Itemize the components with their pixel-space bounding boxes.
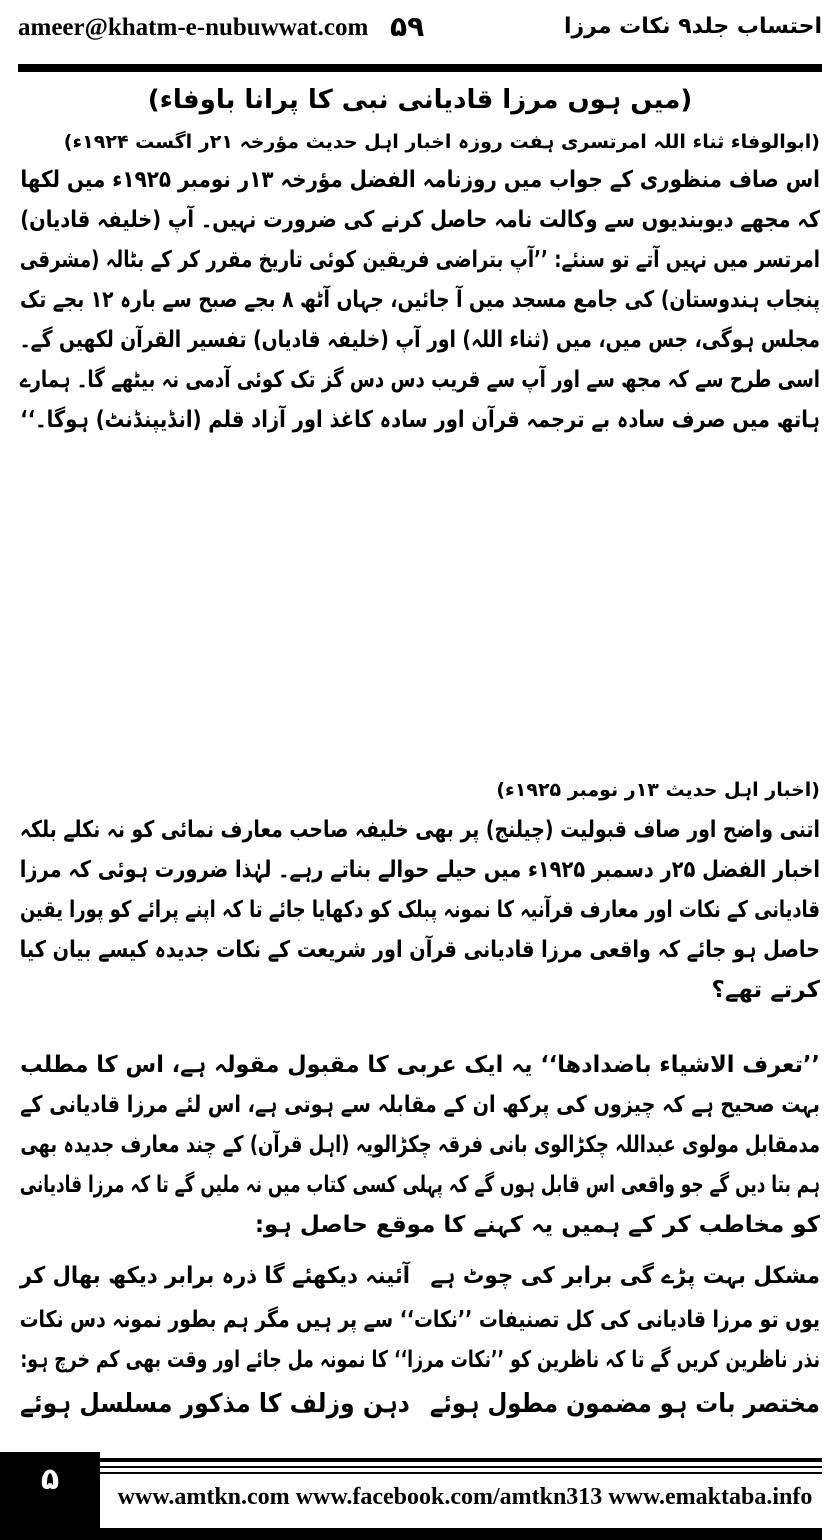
text-line: اتنی واضح اور صاف قبولیت (چیلنج) پر بھی خلیفہ صاحب معارف نمائی کو نہ نکلے بلکہ — [19, 817, 820, 843]
text-line: نذر ناظرین کریں گے تا کہ ناظرین کو ’’نکات مرزا‘‘ کا نمونہ مل جائے اور وقت بھی کم خرچ ہو: — [20, 1347, 820, 1373]
couplet-line: آئینہ دیکھئے گا ذرہ برابر دیکھ بھال کر — [19, 1263, 410, 1289]
text-line: کرتے تھے؟ — [711, 977, 820, 1003]
header-email: ameer@khatm-e-nubuwwat.com — [18, 14, 369, 41]
couplet-line: دہن وزلف کا مذکور مسلسل ہوئے — [20, 1389, 410, 1419]
couplet-line: مختصر بات ہو مضمون مطول ہوئے — [429, 1389, 820, 1419]
header-rule — [18, 64, 822, 72]
footer-rule — [100, 1466, 822, 1468]
text-line: اخبار الفضل ۲۵ر دسمبر ۱۹۲۵ء میں حیلے حوالے بناتے رہے۔ لہٰذا ضرورت ہوئی کہ مرزا — [19, 857, 820, 883]
text-line: اس صاف منظوری کے جواب میں روزنامہ الفضل مؤرخہ ۱۳ر نومبر ۱۹۲۵ء میں لکھا — [20, 167, 820, 193]
text-line: امرتسر میں نہیں آتے تو سنئے: ’’آپ بتراضی فریقین کوئی تاریخ مقرر کر کے بٹالہ (مشرقی — [19, 247, 821, 273]
text-line: اسی طرح سے کہ مجھ سے اور آپ سے قریب دس دس گز تک کوئی آدمی نہ بیٹھے گا۔ ہمارے — [19, 367, 820, 393]
text-line: یوں تو مرزا قادیانی کی کل تصنیفات ’’نکات‘‘ سے پر ہیں مگر ہم بطور نمونہ دس نکات — [19, 1307, 821, 1333]
text-line: ہم بتا دیں گے جو واقعی اس قابل ہوں گے کہ پہلی کسی کتاب میں نہ ملیں گے تا کہ مرزا قادیانی — [19, 1172, 820, 1198]
header-book-title: احتساب جلد۹ نکات مرزا — [563, 14, 822, 39]
couplet — [20, 1258, 820, 1296]
footer-rule — [100, 1458, 822, 1462]
footer-page-number: ۵ — [0, 1452, 100, 1540]
text-line: مجلس ہوگی، جس میں، میں (ثناء اللہ) اور آپ (خلیفہ قادیاں) تفسیر القرآن لکھیں گے۔ — [19, 327, 821, 353]
text-line: مدمقابل مولوی عبداللہ چکڑالوی بانی فرقہ چکڑالویہ (اہل قرآن) کے چند معارف جدیدہ بھی — [20, 1132, 821, 1158]
source-citation: (ابوالوفاء ثناء اللہ امرتسری ہفت روزہ اخبار اہل حدیث مؤرخہ ۲۱ر اگست ۱۹۲۴ء) — [63, 131, 820, 153]
text-line: حاصل ہو جائے کہ واقعی مرزا قادیانی قرآن اور شریعت کے نکات جدیدہ کیسے بیان کیا — [19, 937, 821, 963]
source-citation: (اخبار اہل حدیث ۱۳ر نومبر ۱۹۲۵ء) — [496, 779, 820, 801]
header-page-number: ۵۹ — [390, 10, 425, 43]
footer-links: www.amtkn.com www.facebook.com/amtkn313 www.emaktaba.info — [117, 1484, 813, 1510]
text-line: بہت صحیح ہے کہ چیزوں کی پرکھ ان کے مقابلہ سے ہوتی ہے، اس لئے مرزا قادیانی کے — [20, 1092, 820, 1118]
couplet-line: مشکل بہت پڑے گی برابر کی چوٹ ہے — [430, 1263, 820, 1289]
section-title: (میں ہوں مرزا قادیانی نبی کا پرانا باوفاء) — [147, 85, 693, 115]
text-line: ہاتھ میں صرف سادہ بے ترجمہ قرآن اور سادہ کاغذ اور آزاد قلم (انڈیپنڈنٹ) ہوگا۔‘‘ — [20, 407, 820, 433]
text-line: کو مخاطب کر کے ہمیں یہ کہنے کا موقع حاصل ہو: — [254, 1212, 820, 1238]
text-line: کہ مجھے دیوبندیوں سے وکالت نامہ حاصل کرنے کی ضرورت نہیں۔ آپ (خلیفہ قادیان) — [20, 207, 821, 233]
footer-rule — [100, 1472, 822, 1474]
text-line: ’’تعرف الاشیاء باضدادھا‘‘ یہ ایک عربی کا مقبول مقولہ ہے، اس کا مطلب — [20, 1052, 820, 1078]
text-line: پنجاب ہندوستان) کی جامع مسجد میں آ جائیں، جہاں آٹھ ۸ بجے صبح سے بارہ ۱۲ بجے تک — [20, 287, 820, 313]
footer-bar — [100, 1528, 822, 1540]
couplet — [20, 1386, 820, 1424]
text-line: قادیانی کے نکات اور معارف قرآنیہ کا نمونہ پبلک کو دکھایا جائے تا کہ اپنے پرائے کو پورا یقین — [19, 897, 820, 923]
